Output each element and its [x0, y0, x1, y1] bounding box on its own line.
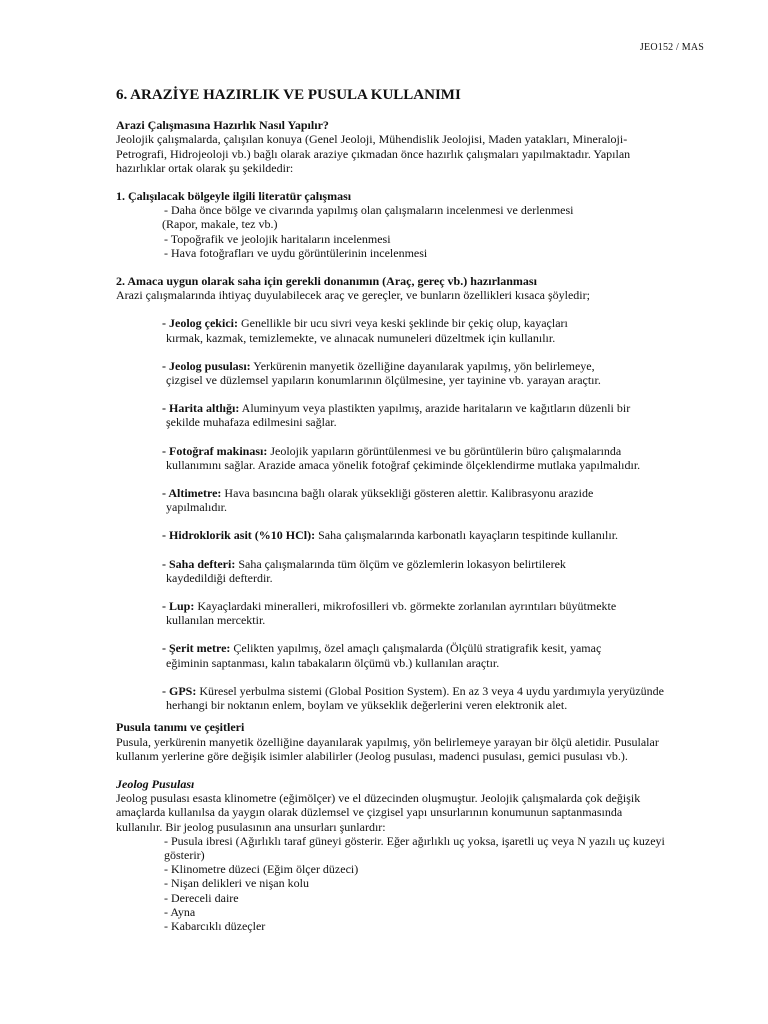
- compass-heading: Pusula tanımı ve çeşitleri: [116, 720, 245, 735]
- equipment-name: - Harita altlığı:: [162, 401, 240, 416]
- compass-part: - Kabarcıklı düzeçler: [164, 918, 266, 933]
- equipment-item: - Harita altlığı: Aluminyum veya plastikten yapılmış, arazide haritaların ve kağıtların düzenli bir şekilde muhafaza edilmesini sağlar.: [162, 401, 631, 430]
- section1-item: - Daha önce bölge ve civarında yapılmış olan çalışmaların incelenmesi ve derlenmesi: [164, 203, 574, 218]
- compass-part: - Dereceli daire: [164, 890, 239, 905]
- prep-line: hazırlıklar ortak olarak şu şekildedir:: [116, 160, 294, 175]
- compass-line: Pusula, yerkürenin manyetik özelliğine dayanılarak yapılmış, yön belirlemeye yarayan bir ölçü aletidir. Pusulalar: [116, 734, 659, 749]
- equipment-name: - Hidroklorik asit (%10 HCl):: [162, 528, 316, 543]
- header-code: JEO152 / MAS: [639, 42, 704, 53]
- section1-heading: 1. Çalışılacak bölgeyle ilgili literatür çalışması: [116, 189, 352, 204]
- equipment-name: - Altimetre:: [162, 486, 222, 501]
- equipment-name: - GPS:: [162, 683, 197, 698]
- geolog-compass-heading: Jeolog Pusulası: [116, 776, 195, 791]
- equipment-item: - Jeolog çekici: Genellikle bir ucu sivri veya keski şeklinde bir çekiç olup, kayaçları kırmak, kazmak, temizlemekte, ve alınacak numuneleri düzeltmek için kullanılır.: [162, 316, 568, 345]
- section2-heading: 2. Amaca uygun olarak saha için gerekli donanımın (Araç, gereç vb.) hazırlanması: [116, 274, 537, 289]
- equipment-name: - Jeolog pusulası:: [162, 358, 251, 373]
- prep-line: Petrografi, Hidrojeoloji vb.) bağlı olarak araziye çıkmadan önce hazırlık çalışmaları yapılmaktadır. Yapılan: [116, 146, 631, 161]
- geolog-compass-line: Jeolog pusulası esasta klinometre (eğimölçer) ve el düzecinden oluşmuştur. Jeolojik çalışmalarda çok değişik: [116, 791, 641, 806]
- compass-part: - Nişan delikleri ve nişan kolu: [164, 876, 309, 891]
- section1-item: (Rapor, makale, tez vb.): [162, 217, 278, 232]
- compass-part: - Klinometre düzeci (Eğim ölçer düzeci): [164, 862, 359, 877]
- page-title: 6. ARAZİYE HAZIRLIK VE PUSULA KULLANIMI: [116, 87, 461, 103]
- section1-item: - Topoğrafik ve jeolojik haritaların incelenmesi: [164, 231, 391, 246]
- equipment-name: - Fotoğraf makinası:: [162, 443, 268, 458]
- compass-part: gösterir): [164, 847, 205, 862]
- equipment-name: - Saha defteri:: [162, 556, 236, 571]
- compass-line: kullanım yerlerine göre değişik isimler alabilirler (Jeolog pusulası, madenci pusulası, gemici pusulası vb.).: [116, 748, 628, 763]
- equipment-item: - Şerit metre: Çelikten yapılmış, özel amaçlı çalışmalarda (Ölçülü stratigrafik kesit, yamaç eğiminin saptanması, kalın tabakaların ölçümü vb.) kullanılan araçtır.: [162, 641, 602, 670]
- compass-part: - Pusula ibresi (Ağırlıklı taraf güneyi gösterir. Eğer ağırlıklı uç yoksa, işaretli uç veya N yazılı uç kuzeyi: [164, 833, 665, 848]
- geolog-compass-line: amaçlarda kullanılsa da yaygın olarak düzlemsel ve çizgisel yapı unsurlarının konumunun saptanmasında: [116, 805, 623, 820]
- equipment-item: - Altimetre: Hava basıncına bağlı olarak yüksekliği gösteren alettir. Kalibrasyonu arazide yapılmalıdır.: [162, 486, 594, 515]
- prep-line: Jeolojik çalışmalarda, çalışılan konuya (Genel Jeoloji, Mühendislik Jeolojisi, Maden yatakları, Mineraloji-: [116, 132, 628, 147]
- section1-item: - Hava fotoğrafları ve uydu görüntülerinin incelenmesi: [164, 245, 428, 260]
- section2-intro: Arazi çalışmalarında ihtiyaç duyulabilecek araç ve gereçler, ve bunların özellikleri kısaca şöyledir;: [116, 288, 590, 303]
- equipment-item: - Fotoğraf makinası: Jeolojik yapıların görüntülenmesi ve bu görüntülerin büro çalışmalarında kullanımını sağlar. Arazide amaca yönelik fotoğraf çekiminde ölçeklendirme mutlaka yapılmalıdır.: [162, 443, 641, 472]
- equipment-item: - GPS: Küresel yerbulma sistemi (Global Position System). En az 3 veya 4 uydu yardımıyla yeryüzünde herhangi bir noktanın enlem, boylam ve yükseklik değerlerini veren elektronik alet.: [162, 683, 664, 713]
- equipment-item: - Lup: Kayaçlardaki mineralleri, mikrofosilleri vb. görmekte zorlanılan ayrıntıları büyütmekte kullanılan mercektir.: [162, 599, 617, 628]
- prep-heading: Arazi Çalışmasına Hazırlık Nasıl Yapılır?: [116, 118, 329, 133]
- geolog-compass-line: kullanılır. Bir jeolog pusulasının ana unsurları şunlardır:: [116, 819, 386, 834]
- equipment-item: - Saha defteri: Saha çalışmalarında tüm ölçüm ve gözlemlerin lokasyon belirtilerek kaydedildiği defterdir.: [162, 556, 566, 585]
- equipment-item: - Hidroklorik asit (%10 HCl): Saha çalışmalarında karbonatlı kayaçların tespitinde kullanılır.: [162, 528, 619, 543]
- equipment-list: [116, 316, 712, 712]
- compass-part: - Ayna: [164, 904, 196, 919]
- equipment-item: - Jeolog pusulası: Yerkürenin manyetik özelliğine dayanılarak yapılmış, yön belirlemeye, çizgisel ve düzlemsel yapıların konumlarının ölçülmesine, yer tayinine vb. yarayan araçtır.: [162, 358, 601, 388]
- equipment-name: - Jeolog çekici:: [162, 316, 238, 331]
- document-body: [116, 88, 712, 933]
- equipment-name: - Şerit metre:: [162, 641, 231, 656]
- equipment-name: - Lup:: [162, 599, 195, 614]
